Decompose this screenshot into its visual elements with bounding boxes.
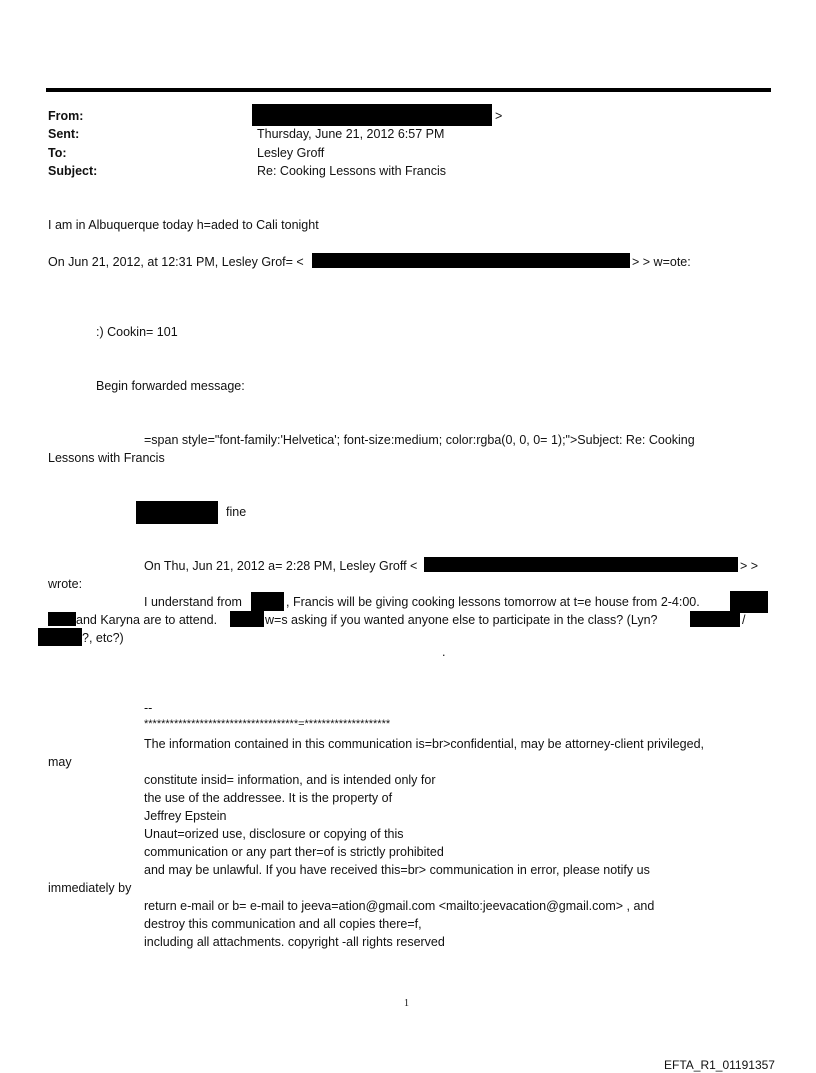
redaction-name-6 bbox=[690, 611, 740, 627]
sent-label: Sent: bbox=[48, 127, 80, 141]
body-line-2-suffix: > > w=ote: bbox=[632, 255, 691, 269]
stray-dot: . bbox=[442, 645, 446, 659]
on-thu-prefix: On Thu, Jun 21, 2012 a= 2:28 PM, Lesley Groff < bbox=[144, 559, 418, 573]
header-rule bbox=[46, 88, 771, 92]
redaction-name-7 bbox=[38, 628, 82, 646]
disclaimer-line-7: and may be unlawful. If you have received this=br> communication in error, please notify us bbox=[144, 863, 650, 877]
body-line-2-prefix: On Jun 21, 2012, at 12:31 PM, Lesley Grof= < bbox=[48, 255, 304, 269]
redaction-name-2 bbox=[251, 592, 284, 611]
redaction-email-1 bbox=[312, 253, 630, 268]
sent-value: Thursday, June 21, 2012 6:57 PM bbox=[257, 127, 445, 141]
subject-value: Re: Cooking Lessons with Francis bbox=[257, 164, 446, 178]
disclaimer-stars: ************************************=******************** bbox=[144, 718, 391, 730]
disclaimer-line-8: return e-mail or b= e-mail to jeeva=ation@gmail.com <mailto:jeevacation@gmail.com> , and bbox=[144, 899, 655, 913]
disclaimer-line-7-wrap: immediately by bbox=[48, 881, 132, 895]
redaction-name-4 bbox=[48, 612, 76, 626]
document-id: EFTA_R1_01191357 bbox=[664, 1058, 775, 1072]
from-label: From: bbox=[48, 109, 84, 123]
on-thu-suffix: > > bbox=[740, 559, 759, 573]
redaction-from bbox=[252, 104, 492, 126]
disclaimer-line-4: Jeffrey Epstein bbox=[144, 809, 227, 823]
disclaimer-line-6: communication or any part ther=of is strictly prohibited bbox=[144, 845, 444, 859]
body-line-1: I am in Albuquerque today h=aded to Cali tonight bbox=[48, 218, 319, 232]
forwarded-line: Begin forwarded message: bbox=[96, 379, 245, 393]
span-line: =span style="font-family:'Helvetica'; font-size:medium; color:rgba(0, 0, 0= 1);">Subject: Re: Cooking bbox=[144, 433, 695, 447]
smiley-line: :) Cookin= 101 bbox=[96, 325, 178, 339]
disclaimer-line-9: destroy this communication and all copies there=f, bbox=[144, 917, 422, 931]
understand-2a: and Karyna are to attend. bbox=[76, 613, 218, 627]
page-number: 1 bbox=[404, 998, 409, 1009]
redaction-name-5 bbox=[230, 611, 264, 627]
understand-3: ?, etc?) bbox=[82, 631, 124, 645]
to-value: Lesley Groff bbox=[257, 146, 325, 160]
understand-1b: , Francis will be giving cooking lessons tomorrow at t=e house from 2-4:00. bbox=[286, 595, 700, 609]
redaction-email-2 bbox=[424, 557, 738, 572]
subject-label: Subject: bbox=[48, 164, 98, 178]
understand-2c: / bbox=[742, 613, 746, 627]
disclaimer-line-1-wrap: may bbox=[48, 755, 72, 769]
redaction-name-1 bbox=[136, 501, 218, 524]
disclaimer-line-2: constitute insid= information, and is intended only for bbox=[144, 773, 436, 787]
to-label: To: bbox=[48, 146, 67, 160]
wrote-text: wrote: bbox=[48, 577, 83, 591]
disclaimer-line-5: Unaut=orized use, disclosure or copying of this bbox=[144, 827, 404, 841]
understand-2b: w=s asking if you wanted anyone else to participate in the class? (Lyn? bbox=[265, 613, 658, 627]
redaction-name-3 bbox=[730, 591, 768, 613]
disclaimer-line-3: the use of the addressee. It is the property of bbox=[144, 791, 393, 805]
understand-1a: I understand from bbox=[144, 595, 242, 609]
disclaimer-line-1: The information contained in this communication is=br>confidential, may be attorney-client privileged, bbox=[144, 737, 705, 751]
disclaimer-line-10: including all attachments. copyright -all rights reserved bbox=[144, 935, 445, 949]
disclaimer-dashes: -- bbox=[144, 701, 153, 715]
from-suffix: > bbox=[495, 109, 503, 123]
fine-text: fine bbox=[226, 505, 247, 519]
span-line-cont: Lessons with Francis bbox=[48, 451, 165, 465]
